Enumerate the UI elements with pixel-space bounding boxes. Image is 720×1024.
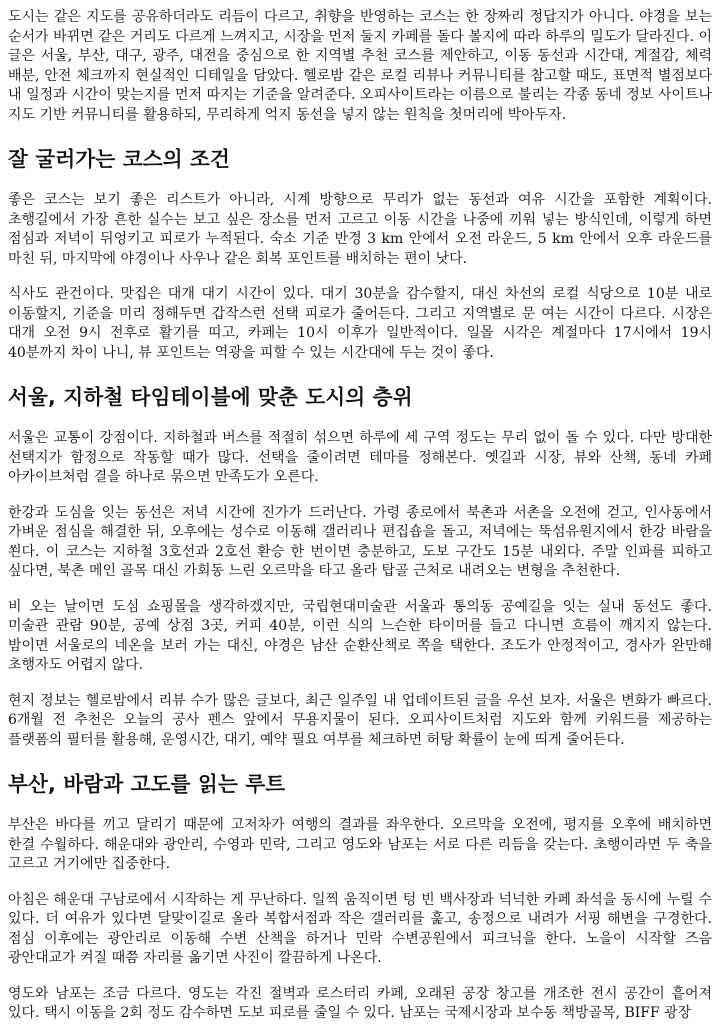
body-paragraph: 아침은 해운대 구남로에서 시작하는 게 무난하다. 일찍 움직이면 텅 빈 백사장과 넉넉한 카페 좌석을 동시에 누릴 수 있다. 더 여유가 있다면 달맞이길로 올라 복합서점과 작은 갤러리를 훑고, 송정으로 내려가 서핑 해변을 구경한다. 점심 이후에는 광안리로 이동해 수변 산책을 하거나 민락 수변공원에서 피크닉을 한다. 노을이 시작할 즈음 광안대교가 켜질 때쯤 자리를 옮기면 사진이 깔끔하게 나온다. bbox=[8, 891, 712, 966]
intro-paragraph: 도시는 같은 지도를 공유하더라도 리듬이 다르고, 취향을 반영하는 코스는 한 장짜리 정답지가 아니다. 야경을 보는 순서가 바뀌면 같은 거리도 다르게 느껴지고, 시장을 먼저 둘지 카페를 돌다 볼지에 따라 하루의 밀도가 달라진다. 이 글은 서울, 부산, 대구, 광주, 대전을 중심으로 한 지역별 추천 코스를 제안하고, 이동 동선과 시간대, 계절감, 체력 배분, 안전 체크까지 현실적인 디테일을 담았다. 헬로밤 같은 로컬 리뷰나 커뮤니티를 참고할 때도, 표면적 별점보다 내 일정과 시간이 맞는지를 먼저 따지는 기준을 알려준다. 오피사이트라는 이름으로 불리는 각종 동네 정보 사이트나 지도 기반 커뮤니티를 활용하되, 무리하게 억지 동선을 넣지 않는 원칙을 첫머리에 박아두자. bbox=[8, 9, 712, 123]
section-heading: 부산, 바람과 고도를 읽는 루트 bbox=[8, 772, 286, 796]
body-paragraph: 비 오는 날이면 도심 쇼핑몰을 생각하겠지만, 국립현대미술관 서울과 통의동 공예길을 잇는 실내 동선도 좋다. 미술관 관람 90분, 공예 상점 3곳, 커피 40분, 이런 식의 느슨한 타이머를 들고 다니면 흐름이 깨지지 않는다. 밤이면 서울로의 네온을 보러 가는 대신, 야경은 남산 순환산책로 쪽을 택한다. 조도가 안정적이고, 경사가 완만해 초행자도 어렵지 않다. bbox=[8, 598, 712, 673]
body-paragraph: 현지 정보는 헬로밤에서 리뷰 수가 많은 글보다, 최근 일주일 내 업데이트된 글을 우선 보자. 서울은 변화가 빠르다. 6개월 전 추천은 오늘의 공사 펜스 앞에서 무용지물이 된다. 오피사이트처럼 지도와 함께 키워드를 제공하는 플랫폼의 필터를 활용해, 운영시간, 대기, 예약 필요 여부를 체크하면 허탕 확률이 눈에 띄게 줄어든다. bbox=[8, 692, 712, 748]
body-paragraph: 부산은 바다를 끼고 달리기 때문에 고저차가 여행의 결과를 좌우한다. 오르막을 오전에, 평지를 오후에 배치하면 한결 수월하다. 해운대와 광안리, 수영과 민락, 그리고 영도와 남포는 서로 다른 리듬을 갖는다. 초행이라면 두 축을 고르고 거기에만 집중한다. bbox=[8, 817, 712, 872]
section-heading: 잘 굴러가는 코스의 조건 bbox=[8, 147, 231, 171]
body-paragraph: 한강과 도심을 잇는 동선은 저녁 시간에 진가가 드러난다. 가령 종로에서 북촌과 서촌을 오전에 걷고, 인사동에서 가벼운 점심을 해결한 뒤, 오후에는 성수로 이동해 갤러리나 편집숍을 돌고, 저녁에는 뚝섬유원지에서 한강 바람을 쐰다. 이 코스는 지하철 3호선과 2호선 환승 한 번이면 충분하고, 도보 구간도 15분 내외다. 주말 인파를 피하고 싶다면, 북촌 메인 골목 대신 가회동 느린 오르막을 타고 올라 탑골 근처로 내려오는 변형을 추천한다. bbox=[8, 504, 712, 579]
section-heading: 서울, 지하철 타임테이블에 맞춘 도시의 층위 bbox=[8, 385, 413, 409]
body-paragraph: 영도와 남포는 조금 다르다. 영도는 각진 절벽과 로스터리 카페, 오래된 공장 창고를 개조한 전시 공간이 흩어져 있다. 택시 이동을 2회 정도 감수하면 도보 피로를 줄일 수 있다. 남포는 국제시장과 보수동 책방골목, BIFF 광장 bbox=[8, 985, 712, 1021]
body-paragraph: 식사도 관건이다. 맛집은 대개 대기 시간이 있다. 대기 30분을 감수할지, 대신 차선의 로컬 식당으로 10분 내로 이동할지, 기준을 미리 정해두면 갑작스런 선택 피로가 줄어든다. 그리고 지역별로 문 여는 시간이 다르다. 시장은 대개 오전 9시 전후로 활기를 띠고, 카페는 10시 이후가 일반적이다. 일몰 시각은 계절마다 17시에서 19시 40분까지 차이 나니, 뷰 포인트는 역광을 피할 수 있는 시간대에 두는 것이 좋다. bbox=[8, 286, 712, 361]
body-paragraph: 좋은 코스는 보기 좋은 리스트가 아니라, 시계 방향으로 무리가 없는 동선과 여유 시간을 포함한 계획이다. 초행길에서 가장 흔한 실수는 보고 싶은 장소를 먼저 고르고 이동 시간을 나중에 끼워 넣는 방식인데, 이렇게 하면 점심과 저녁이 뒤엉키고 피로가 누적된다. 숙소 기준 반경 3 km 안에서 오전 라운드, 5 km 안에서 오후 라운드를 마친 뒤, 마지막에 야경이나 사우나 같은 회복 포인트를 배치하는 편이 낫다. bbox=[8, 192, 712, 267]
body-paragraph: 서울은 교통이 강점이다. 지하철과 버스를 적절히 섞으면 하루에 세 구역 정도는 무리 없이 돌 수 있다. 다만 방대한 선택지가 함정으로 작동할 때가 많다. 선택을 줄이려면 테마를 정해본다. 옛길과 시장, 뷰와 산책, 동네 카페 아카이브처럼 결을 하나로 묶으면 만족도가 오른다. bbox=[8, 430, 712, 485]
